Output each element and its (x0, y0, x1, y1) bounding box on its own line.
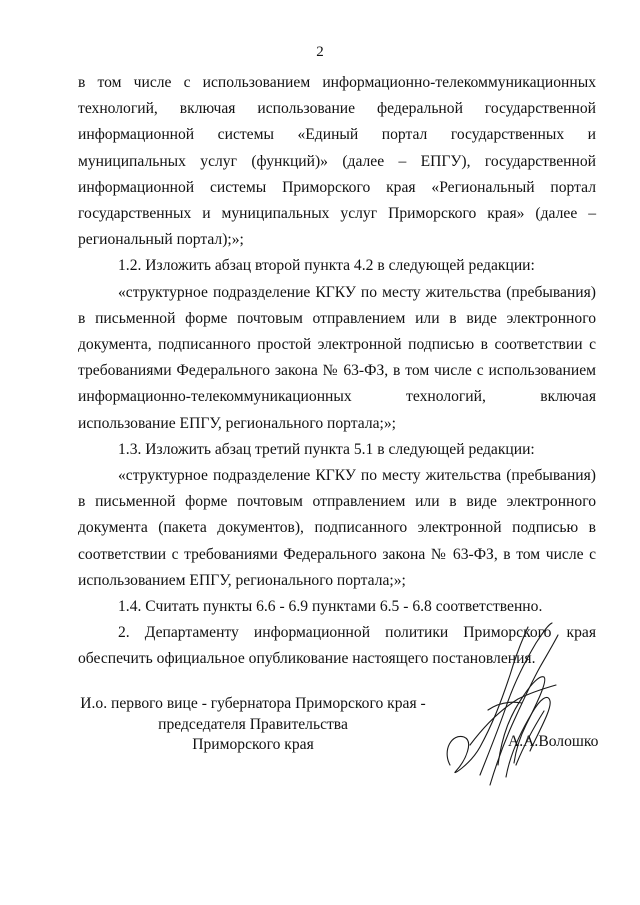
paragraph-item-1-2-text: «структурное подразделение КГКУ по месту жительства (пребывания) в письменной форме почтовым отправлением или в виде электронного документа, подписанного простой электронной подписью в соответствии с требованиями Федерального закона № 63-ФЗ, в том числе с использованием информационно-телекоммуникационных технологий, включая использование ЕПГУ, регионального портала;»; (78, 283, 596, 432)
position-line-1: И.о. первого вице - губернатора Приморского края - (80, 695, 426, 712)
position-line-2: председателя Правительства (158, 715, 348, 733)
handwritten-signature (440, 615, 570, 795)
signatory-position (78, 694, 428, 756)
paragraph-item-1-3-text: «структурное подразделение КГКУ по месту жительства (пребывания) в письменной форме почтовым отправлением или в виде электронного документа (пакета документов), подписанного электронной подписью в соответствии с требованиями Федерального закона № 63-ФЗ, в том числе с использованием ЕПГУ, регионального портала;»; (78, 467, 596, 589)
paragraph-item-1-2: 1.2. Изложить абзац второй пункта 4.2 в следующей редакции: (118, 257, 535, 275)
signer-name: А.А.Волошко (508, 733, 599, 750)
document-body (78, 70, 596, 673)
paragraph-item-1-4: 1.4. Считать пункты 6.6 - 6.9 пунктами 6.5 - 6.8 соответственно. (118, 598, 543, 616)
page-number: 2 (316, 44, 324, 60)
paragraph-item-2: 2. Департаменту информационной политики Приморского края обеспечить официальное опубликование настоящего постановления. (78, 624, 596, 668)
paragraph-item-1-3: 1.3. Изложить абзац третий пункта 5.1 в следующей редакции: (118, 440, 535, 458)
paragraph-continuation: в том числе с использованием информационно-телекоммуникационных технологий, включая использование федеральной государственной информационной системы «Единый портал государственных и муниципальных услуг (функций)» (далее – ЕПГУ), государственной информационной системы Приморского края «Региональный портал государственных и муниципальных услуг Приморского края» (далее – региональный портал);»; (78, 74, 596, 249)
position-line-3: Приморского края (192, 736, 314, 753)
